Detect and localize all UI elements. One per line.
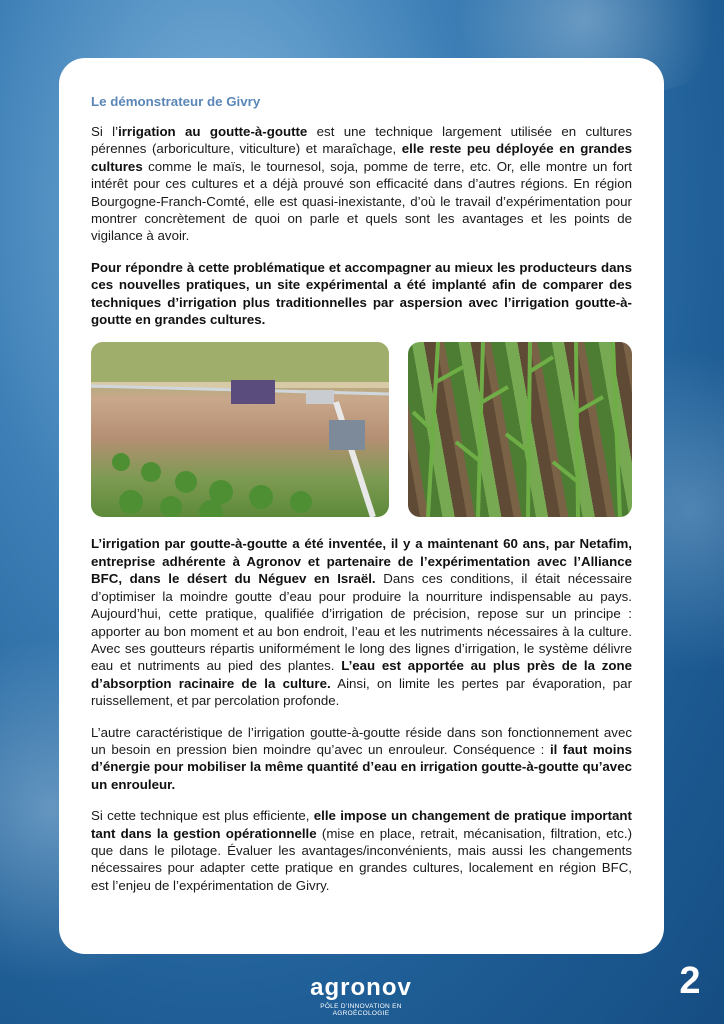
logo-wordmark: agronov (310, 974, 412, 1001)
paragraph-problem: Pour répondre à cette problématique et accompagner au mieux les producteurs dans ces nouvelles pratiques, un site expérimental a été implanté afin de comparer des techniques d’irrigation plus traditionnelles par aspersion avec l’irrigation goutte-à-goutte en grandes cultures. (91, 259, 632, 328)
agronov-logo (296, 974, 426, 1017)
paragraph-conclusion: Si cette technique est plus efficiente, elle impose un changement de pratique important tant dans la gestion opérationnelle (mise en place, retrait, mécanisation, filtration, etc.) que dans le pilotage. Évaluer les avantages/inconvénients, mais aussi les changements nécessaires pour adapter cette pratique en grandes cultures, localement en région BFC, est l’enjeu de l’expérimentation de Givry. (91, 808, 632, 893)
article (91, 94, 632, 908)
field-irrigation-photo (91, 342, 389, 517)
section-heading: Le démonstrateur de Givry (91, 94, 261, 109)
page-number: 2 (679, 960, 701, 1002)
photo-row (91, 342, 632, 517)
logo-tagline: PÔLE D’INNOVATION EN AGROÉCOLOGIE (320, 1003, 402, 1017)
content-card (59, 58, 664, 954)
maize-rows-photo (408, 342, 632, 517)
paragraph-pressure: L’autre caractéristique de l’irrigation goutte-à-goutte réside dans son fonctionnement avec un besoin en pression bien moindre qu’avec un enrouleur. Conséquence : il faut moins d’énergie pour mobiliser la même quantité d’eau en irrigation goutte-à-goutte qu’avec un enrouleur. (91, 724, 633, 792)
paragraph-intro: Si l’irrigation au goutte-à-goutte est une technique largement utilisée en cultures pérennes (arboriculture, viticulture) et maraîchage, elle reste peu déployée en grandes cultures comme le maïs, le tournesol, soja, pomme de terre, etc. Or, elle montre un fort intérêt pour ces cultures et a déjà prouvé son efficacité dans d’autres régions. En région Bourgogne-Franch-Comté, elle est quasi-inexistante, d’où le travail d’expérimentation pour montrer concrètement de quoi on parle et quels sont les avantages et les points de vigilance à avoir. (91, 124, 632, 244)
paragraph-history: L’irrigation par goutte-à-goutte a été inventée, il y a maintenant 60 ans, par Netafim, entreprise adhérente à Agronov et partenaire de l’expérimentation avec l’Alliance BFC, dans le désert du Néguev en Israël. Dans ces conditions, il était nécessaire d’optimiser la moindre goutte d’eau pour produire la nourriture indispensable au pays. Aujourd’hui, cette pratique, qualifiée d’irrigation de précision, repose sur un principe : apporter au bon moment et au bon endroit, l’eau et les nutriments nécessaires à la culture. Avec ses goutteurs répartis uniformément le long des lignes d’irrigation, le système délivre eau et nutriments au pied des plantes. L’eau est apportée au plus près de la zone d’absorption racinaire de la culture. Ainsi, on limite les pertes par évaporation, par ruissellement, et par percolation profonde. (91, 536, 633, 709)
